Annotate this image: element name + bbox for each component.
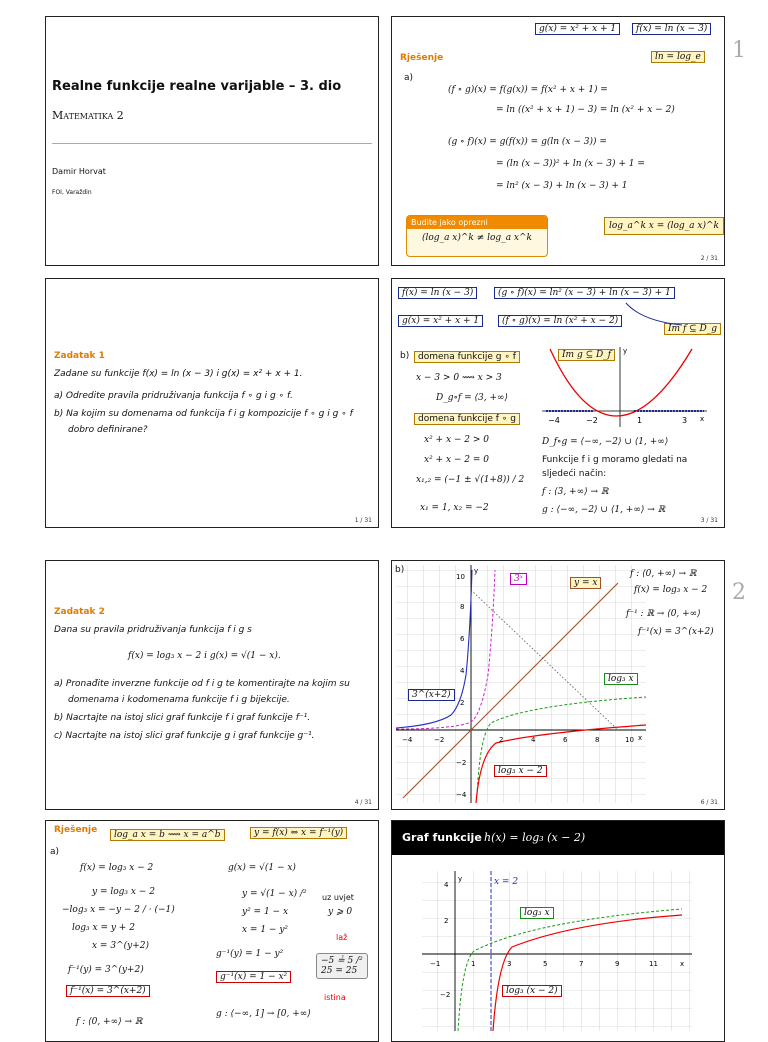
y-tick-4: 4 xyxy=(460,667,465,675)
solution-line-3: (g ∘ f)(x) = g(f(x)) = g(ln (x − 3)) = xyxy=(448,137,607,147)
condition-label: uz uvjet xyxy=(322,893,354,902)
page-number: 6 / 31 xyxy=(700,799,718,806)
box-ln-definition: ln = log_e xyxy=(651,51,705,63)
slide-3[interactable] xyxy=(391,278,725,528)
x-tick-5: 5 xyxy=(543,960,548,968)
right-last-line: g : ⟨−∞, 1] → [0, +∞⟩ xyxy=(216,1009,311,1019)
x-tick-minus4: −4 xyxy=(402,736,413,744)
task-1-item-b-cont: dobro definirane? xyxy=(68,425,148,435)
right-line-2: y = √(1 − x) /² xyxy=(242,889,307,899)
fog-line-3: x₁,₂ = (−1 ± √(1+8)) / 2 xyxy=(416,475,525,485)
label-log3-x-minus-2: log₃ x − 2 xyxy=(494,765,547,777)
y-tick-10: 10 xyxy=(456,573,465,581)
label-x-equals-2: x = 2 xyxy=(494,877,519,887)
slide-7-title-prefix: Graf funkcije xyxy=(402,831,482,844)
part-a-label: a) xyxy=(50,847,60,857)
parabola-graph xyxy=(542,343,712,427)
warning-block xyxy=(406,215,548,257)
slide-title-heading: Realne funkcije realne varijable – 3. dio xyxy=(52,79,342,94)
author: Damir Horvat xyxy=(52,167,106,176)
part-a-label: a) xyxy=(404,73,414,83)
tick-3: 3 xyxy=(682,416,688,425)
box-f-definition: f(x) = ln (x − 3) xyxy=(398,287,477,299)
right-line-1: f : ⟨0, +∞⟩ → ℝ xyxy=(630,569,697,579)
left-last-line: f : ⟨0, +∞⟩ → ℝ xyxy=(76,1017,143,1027)
check-line-1: −5 ≟ 5 /² xyxy=(321,956,363,966)
label-y-equals-x: y = x xyxy=(570,577,601,589)
task-2-formula: f(x) = log₃ x − 2 i g(x) = √(1 − x). xyxy=(128,651,281,661)
left-line-6: f⁻¹(y) = 3^(y+2) xyxy=(68,965,144,975)
warning-title: Budite jako oprezni xyxy=(407,216,547,229)
x-tick-9: 9 xyxy=(615,960,620,968)
task-1-item-a: a) Odredite pravila pridruživanja funkcija f ∘ g i g ∘ f. xyxy=(54,391,293,401)
y-tick-minus2: −2 xyxy=(456,759,467,767)
tick-1: 1 xyxy=(637,416,643,425)
left-line-1: f(x) = log₃ x − 2 xyxy=(80,863,154,873)
right-line-4: f : ⟨3, +∞⟩ → ℝ xyxy=(542,487,609,497)
y-tick-6: 6 xyxy=(460,635,465,643)
parabola-x-label: x xyxy=(700,415,705,423)
axis-x-label: x xyxy=(680,960,685,968)
x-tick-2: 2 xyxy=(499,736,504,744)
right-line-4: f⁻¹(x) = 3^(x+2) xyxy=(638,627,714,637)
x-tick-3: 3 xyxy=(507,960,512,968)
label-log3-x: log₃ x xyxy=(604,673,638,685)
slide-subtitle: Matematika 2 xyxy=(52,109,124,122)
x-tick-6: 6 xyxy=(563,736,568,744)
task-1-heading: Zadatak 1 xyxy=(54,351,105,361)
log-power-identity: log_a^k x = (log_a x)^k xyxy=(604,217,724,235)
title-divider xyxy=(52,143,372,144)
axis-x-label: x xyxy=(638,734,643,742)
fog-line-4: x₁ = 1, x₂ = −2 xyxy=(420,503,489,513)
x-tick-11: 11 xyxy=(649,960,658,968)
label-log3-x-minus-2: log₃ (x − 2) xyxy=(502,985,562,997)
gof-line-1: x − 3 > 0 ⟿ x > 3 xyxy=(416,373,502,383)
page-number: 2 / 31 xyxy=(700,255,718,262)
left-line-4: log₃ x = y + 2 xyxy=(72,923,135,933)
domain-gof-label: domena funkcije g ∘ f xyxy=(414,351,520,363)
right-line-3: y² = 1 − x xyxy=(242,907,289,917)
box-gof-result: (g ∘ f)(x) = ln² (x − 3) + ln (x − 3) + 1 xyxy=(494,287,675,299)
fog-line-2: x² + x − 2 = 0 xyxy=(424,455,489,465)
right-boxed-result: g⁻¹(x) = 1 − x² xyxy=(216,971,291,983)
solution-heading: Rješenje xyxy=(54,825,98,835)
solution-line-2: = ln ((x² + x + 1) − 3) = ln (x² + x − 2) xyxy=(496,105,675,115)
tick-minus4: −4 xyxy=(548,416,560,425)
solution-line-1: (f ∘ g)(x) = f(g(x)) = f(x² + x + 1) = xyxy=(448,85,608,95)
label-exp-3x-plus-2: 3^(x+2) xyxy=(408,689,455,701)
row-number-1: 1 xyxy=(732,38,746,63)
condition-value: y ⩾ 0 xyxy=(328,907,353,917)
left-line-3: −log₃ x = −y − 2 / · (−1) xyxy=(62,905,175,915)
domain-fog-label: domena funkcije f ∘ g xyxy=(414,413,520,425)
solution-heading: Rješenje xyxy=(400,53,444,63)
task-2-heading: Zadatak 2 xyxy=(54,607,105,617)
right-line-1: D_f∘g = ⟨−∞, −2⟩ ∪ ⟨1, +∞⟩ xyxy=(542,437,669,447)
y-tick-2: 2 xyxy=(444,917,449,925)
tick-minus2: −2 xyxy=(586,416,598,425)
left-line-5: x = 3^(y+2) xyxy=(92,941,149,951)
x-tick-minus2: −2 xyxy=(434,736,445,744)
x-tick-4: 4 xyxy=(531,736,536,744)
slide-7[interactable] xyxy=(391,820,725,1042)
x-tick-8: 8 xyxy=(595,736,600,744)
right-line-5: g : ⟨−∞, −2⟩ ∪ ⟨1, +∞⟩ → ℝ xyxy=(542,505,666,515)
parabola-y-label: y xyxy=(623,347,628,355)
right-line-3: f⁻¹ : ℝ → ⟨0, +∞⟩ xyxy=(626,609,701,619)
slide-7-title-bar xyxy=(392,821,724,855)
gof-line-2: D_g∘f = ⟨3, +∞⟩ xyxy=(436,393,508,403)
axis-y-label: y xyxy=(474,567,479,575)
slide-6[interactable] xyxy=(391,560,725,810)
task-2-item-c: c) Nacrtajte na istoj slici graf funkcije g i graf funkcije g⁻¹. xyxy=(54,731,315,741)
left-line-2: y = log₃ x − 2 xyxy=(92,887,155,897)
slide-task-1[interactable] xyxy=(45,278,379,528)
task-2-item-a: a) Pronađite inverzne funkcije od f i g te komentirajte na kojim su xyxy=(54,679,350,689)
right-line-1: g(x) = √(1 − x) xyxy=(228,863,296,873)
right-line-2: Funkcije f i g moramo gledati na xyxy=(542,455,688,465)
x-tick-minus1: −1 xyxy=(430,960,441,968)
right-line-3: sljedeći način: xyxy=(542,469,607,479)
box-g-definition: g(x) = x² + x + 1 xyxy=(398,315,483,327)
x-tick-7: 7 xyxy=(579,960,584,968)
box-inverse-definition: y = f(x) ⇔ x = f⁻¹(y) xyxy=(250,827,347,839)
y-tick-minus4: −4 xyxy=(456,791,467,799)
x-tick-1: 1 xyxy=(471,960,476,968)
label-log3-x: log₃ x xyxy=(520,907,554,919)
laz-label: laž xyxy=(336,933,348,942)
slide-5[interactable] xyxy=(45,820,379,1042)
task-2-item-a-cont: domenama i kodomenama funkcije f i g bijekcije. xyxy=(68,695,290,705)
check-line-2: 25 = 25 xyxy=(321,966,358,976)
box-log-definition: log_a x = b ⟿ x = a^b xyxy=(110,829,225,841)
left-boxed-result: f⁻¹(x) = 3^(x+2) xyxy=(66,985,150,997)
box-f-definition: f(x) = ln (x − 3) xyxy=(632,23,711,35)
row-number-2: 2 xyxy=(732,580,746,605)
box-im-g: Im g ⊆ D_f xyxy=(558,349,615,361)
task-1-item-b: b) Na kojim su domenama od funkcija f i g kompozicije f ∘ g i g ∘ f xyxy=(54,409,353,419)
check-box xyxy=(316,953,368,979)
task-2-item-b: b) Nacrtajte na istoj slici graf funkcije f i graf funkcije f⁻¹. xyxy=(54,713,311,723)
fog-line-1: x² + x − 2 > 0 xyxy=(424,435,489,445)
slide-title[interactable] xyxy=(45,16,379,266)
label-exp-3x: 3ˣ xyxy=(510,573,527,585)
task-2-intro: Dana su pravila pridruživanja funkcija f i g s xyxy=(54,625,252,635)
log-shift-graph xyxy=(422,871,692,1031)
part-b-label: b) xyxy=(395,565,405,575)
istina-label: istina xyxy=(324,993,346,1002)
solution-line-4: = (ln (x − 3))² + ln (x − 3) + 1 = xyxy=(496,159,645,169)
institution: FOI, Varaždin xyxy=(52,189,92,196)
box-g-definition: g(x) = x² + x + 1 xyxy=(535,23,620,35)
slide-task-2[interactable] xyxy=(45,560,379,810)
page-number: 1 / 31 xyxy=(354,517,372,524)
box-im-f: Im f ⊆ D_g xyxy=(664,323,721,335)
part-b-label: b) xyxy=(400,351,410,361)
right-line-5: g⁻¹(y) = 1 − y² xyxy=(216,949,284,959)
right-line-4: x = 1 − y² xyxy=(242,925,289,935)
solution-line-5: = ln² (x − 3) + ln (x − 3) + 1 xyxy=(496,181,628,191)
connector-curve xyxy=(622,301,692,329)
slide-7-title-formula: h(x) = log₃ (x − 2) xyxy=(484,831,586,844)
page-number: 3 / 31 xyxy=(700,517,718,524)
box-fog-result: (f ∘ g)(x) = ln (x² + x − 2) xyxy=(498,315,622,327)
page-number: 4 / 31 xyxy=(354,799,372,806)
warning-body: (log_a x)^k ≠ log_a x^k xyxy=(422,233,532,243)
x-tick-10: 10 xyxy=(625,736,634,744)
y-tick-2: 2 xyxy=(460,699,465,707)
y-tick-4: 4 xyxy=(444,881,449,889)
axis-y-label: y xyxy=(458,875,463,883)
task-1-intro: Zadane su funkcije f(x) = ln (x − 3) i g(x) = x² + x + 1. xyxy=(54,369,303,379)
y-tick-8: 8 xyxy=(460,603,465,611)
slide-2[interactable] xyxy=(391,16,725,266)
right-line-2: f(x) = log₃ x − 2 xyxy=(634,585,708,595)
y-tick-minus2: −2 xyxy=(440,991,451,999)
